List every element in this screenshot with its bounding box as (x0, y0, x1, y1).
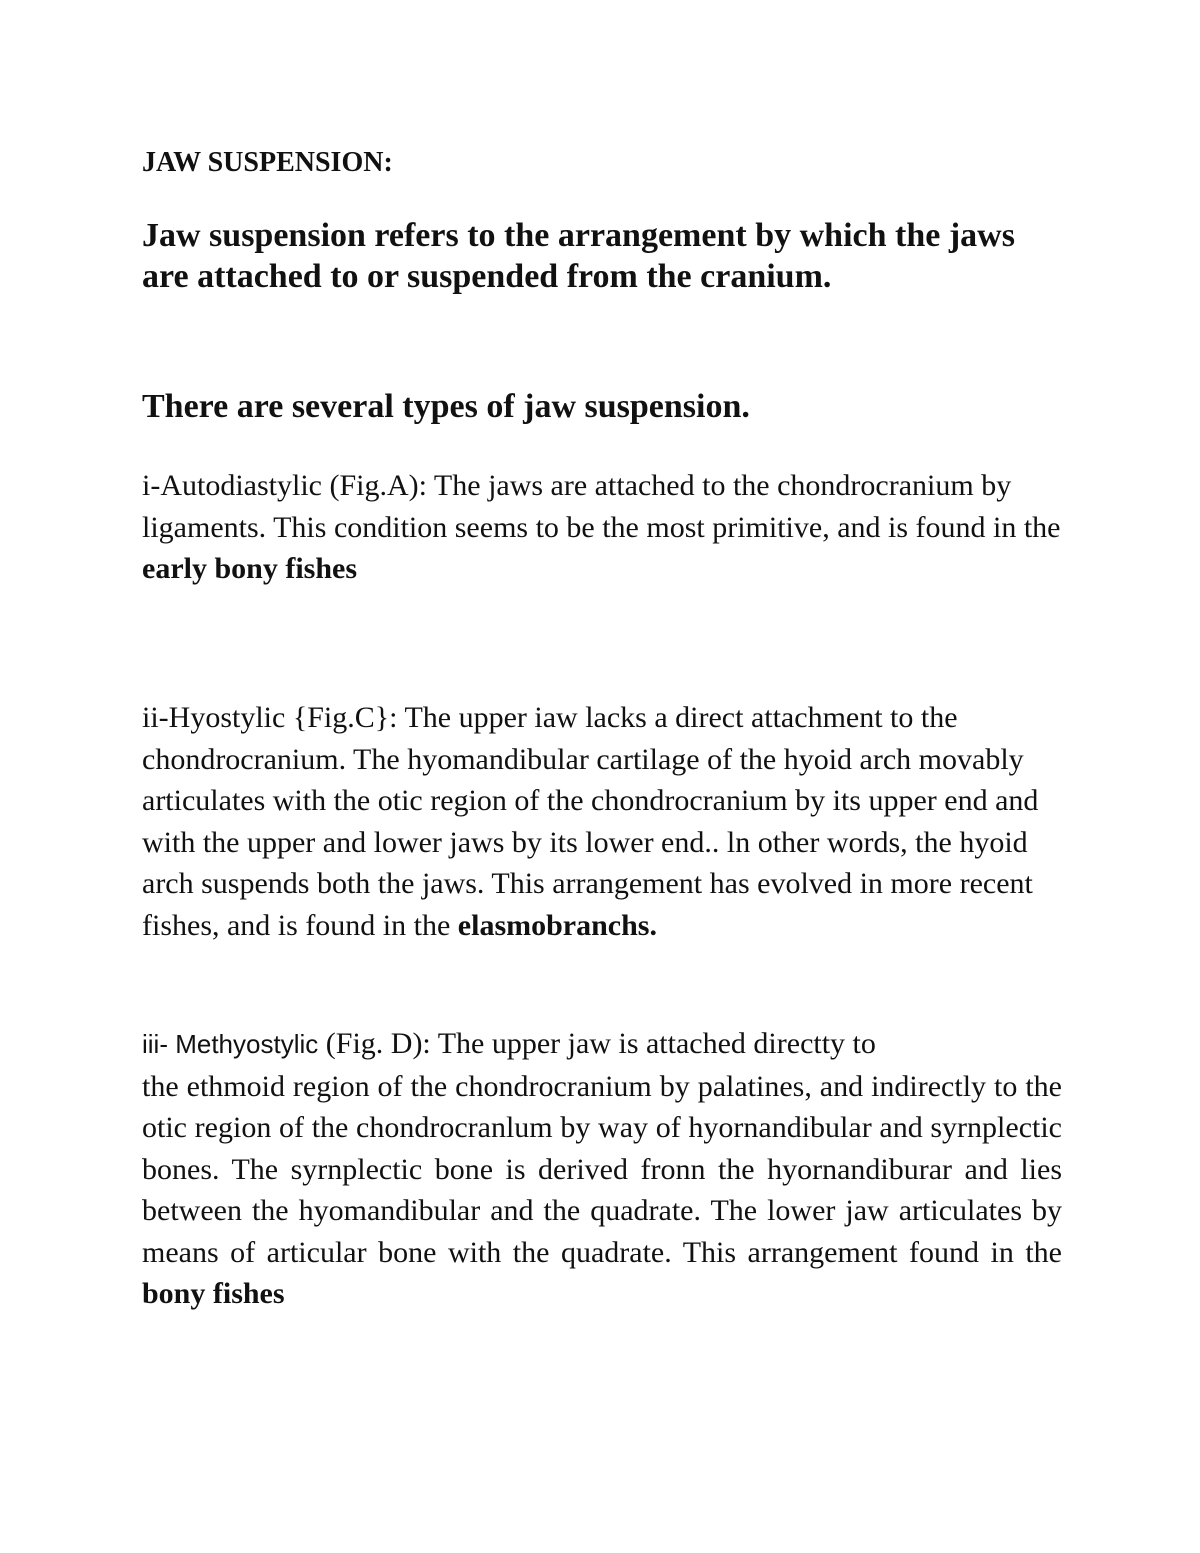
methyostylic-body (142, 1066, 1062, 1315)
hyostylic-emphasis: elasmobranchs. (457, 908, 657, 942)
paragraph-methyostylic (142, 1023, 1062, 1315)
methyostylic-first-text: (Fig. D): The upper jaw is attached directty to (318, 1027, 876, 1060)
page-title: JAW SUSPENSION: (142, 147, 393, 178)
paragraph-hyostylic (142, 697, 1062, 946)
methyostylic-prefix: iii- (142, 1029, 176, 1059)
autodiastylic-emphasis: early bony fishes (142, 552, 358, 585)
hyostylic-text: ii-Hyostylic {Fig.C}: The upper iaw lacks a direct attachment to the chondrocranium. The hyomandibular cartilage of the hyoid arch movably articulates with the otic region of the chondrocranium by its upper end and with the upper and lower jaws by its lower end.. ln other words, the hyoid arch suspends both the jaws. This arrangement has evolved in more recent fishes, and is found in the (142, 701, 1039, 942)
types-heading: There are several types of jaw suspension. (142, 388, 750, 425)
definition-text: Jaw suspension refers to the arrangement by which the jaws are attached to or suspended from the cranium. (142, 217, 1015, 295)
methyostylic-name: Methyostylic (175, 1029, 319, 1059)
methyostylic-first-line (142, 1023, 1062, 1066)
paragraph-autodiastylic (142, 465, 1062, 590)
methyostylic-emphasis: bony fishes (142, 1277, 285, 1310)
methyostylic-text: the ethmoid region of the chondrocranium by palatines, and indirectly to the otic region of the chondrocranlum by way of hyornandibular and syrnplectic bones. The syrnplectic bone is derived fronn the hyornandiburar and lies between the hyomandibular and the quadrate. The lower jaw articulates by means of articular bone with the quadrate. This arrangement found in the (142, 1069, 1062, 1269)
autodiastylic-text: i-Autodiastylic (Fig.A): The jaws are attached to the chondrocranium by ligaments. This condition seems to be the most primitive, and is found in the (142, 469, 1061, 544)
